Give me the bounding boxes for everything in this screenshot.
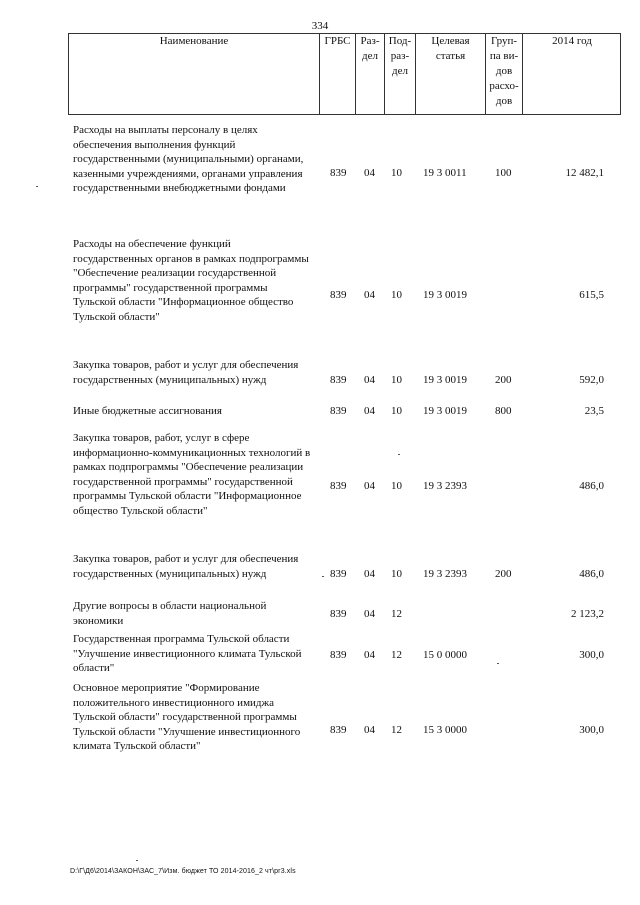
row-podrazdel: 10 xyxy=(391,289,402,301)
row-name: Закупка товаров, работ и услуг для обеспечения государственных (муниципальных) нужд xyxy=(73,553,299,580)
row-name: Расходы на обеспечение функций государственных органов в рамках подпрограммы "Обеспечение реализации государственной программы" государственной программы Тульской области "Информационное общество Тульской области" xyxy=(73,238,309,323)
header-group: Груп- па ви- дов расхо- дов xyxy=(489,35,519,107)
row-target: 19 3 0011 xyxy=(423,167,467,179)
row-target: 19 3 2393 xyxy=(423,568,467,580)
header-grbs: ГРБС xyxy=(324,35,351,47)
row-target: 19 3 2393 xyxy=(423,480,467,492)
row-name: Иные бюджетные ассигнования xyxy=(73,405,222,417)
scan-speck xyxy=(136,860,138,861)
row-podrazdel: 10 xyxy=(391,480,402,492)
row-name: Закупка товаров, работ, услуг в сфере информационно-коммуникационных технологий в рамках подпрограммы "Обеспечение реализации государственной программы" государственной программы Тульской области "Информационное общество Тульской области" xyxy=(73,432,311,517)
row-podrazdel: 12 xyxy=(391,608,402,620)
row-razdel: 04 xyxy=(364,568,375,580)
header-razdel: Раз- дел xyxy=(360,35,380,62)
row-grbs: 839 xyxy=(330,649,347,661)
row-podrazdel: 10 xyxy=(391,167,402,179)
row-grbs: 839 xyxy=(330,608,347,620)
row-amount: 12 482,1 xyxy=(565,167,604,179)
row-razdel: 04 xyxy=(364,480,375,492)
row-amount: 486,0 xyxy=(579,480,604,492)
row-target: 19 3 0019 xyxy=(423,289,467,301)
scan-speck xyxy=(398,454,400,455)
row-razdel: 04 xyxy=(364,724,375,736)
scan-speck xyxy=(36,186,38,187)
row-amount: 300,0 xyxy=(579,649,604,661)
header-name: Наименование xyxy=(159,35,229,47)
row-group: 800 xyxy=(495,405,512,417)
row-name: Государственная программа Тульской области "Улучшение инвестиционного климата Тульской области" xyxy=(73,633,302,675)
row-amount: 2 123,2 xyxy=(571,608,604,620)
row-grbs: 839 xyxy=(330,167,347,179)
row-name: Основное мероприятие "Формирование положительного инвестиционного имиджа Тульской области" государственной программы Тульской области "Улучшение инвестиционного климата Тульской области" xyxy=(73,682,301,753)
row-podrazdel: 10 xyxy=(391,405,402,417)
row-group: 200 xyxy=(495,568,512,580)
scan-speck xyxy=(497,663,499,664)
page-number: 334 xyxy=(311,20,329,32)
row-amount: 23,5 xyxy=(584,405,604,417)
row-name: Другие вопросы в области национальной экономики xyxy=(73,600,267,627)
row-grbs: 839 xyxy=(330,405,347,417)
row-target: 19 3 0019 xyxy=(423,374,467,386)
row-grbs: 839 xyxy=(330,374,347,386)
row-amount: 300,0 xyxy=(579,724,604,736)
row-podrazdel: 12 xyxy=(391,649,402,661)
row-razdel: 04 xyxy=(364,289,375,301)
row-target: 19 3 0019 xyxy=(423,405,467,417)
header-target: Целевая статья xyxy=(431,35,470,62)
row-grbs: 839 xyxy=(330,480,347,492)
scan-speck xyxy=(322,576,324,577)
row-podrazdel: 10 xyxy=(391,568,402,580)
row-amount: 615,5 xyxy=(579,289,604,301)
row-razdel: 04 xyxy=(364,405,375,417)
row-podrazdel: 12 xyxy=(391,724,402,736)
header-podrazdel: Под- раз- дел xyxy=(388,35,412,77)
row-razdel: 04 xyxy=(364,649,375,661)
row-grbs: 839 xyxy=(330,724,347,736)
row-amount: 592,0 xyxy=(579,374,604,386)
row-name: Расходы на выплаты персоналу в целях обеспечения выполнения функций государственными (муниципальными) органами, казенными учреждениями, органами управления государственными внебюджетными фондами xyxy=(73,124,304,195)
row-target: 15 0 0000 xyxy=(423,649,467,661)
row-group: 200 xyxy=(495,374,512,386)
row-amount: 486,0 xyxy=(579,568,604,580)
header-year: 2014 год xyxy=(552,35,592,47)
row-grbs: 839 xyxy=(330,289,347,301)
row-target: 15 3 0000 xyxy=(423,724,467,736)
row-name: Закупка товаров, работ и услуг для обеспечения государственных (муниципальных) нужд xyxy=(73,359,299,386)
row-podrazdel: 10 xyxy=(391,374,402,386)
file-path-footer: D:\Г\Д6\2014\ЗАКОН\ЗАС_7\Изм. бюджет ТО 2014-2016_2 чт\рг3.xls xyxy=(70,868,296,875)
row-razdel: 04 xyxy=(364,608,375,620)
row-grbs: 839 xyxy=(330,568,347,580)
row-razdel: 04 xyxy=(364,374,375,386)
row-group: 100 xyxy=(495,167,512,179)
row-razdel: 04 xyxy=(364,167,375,179)
